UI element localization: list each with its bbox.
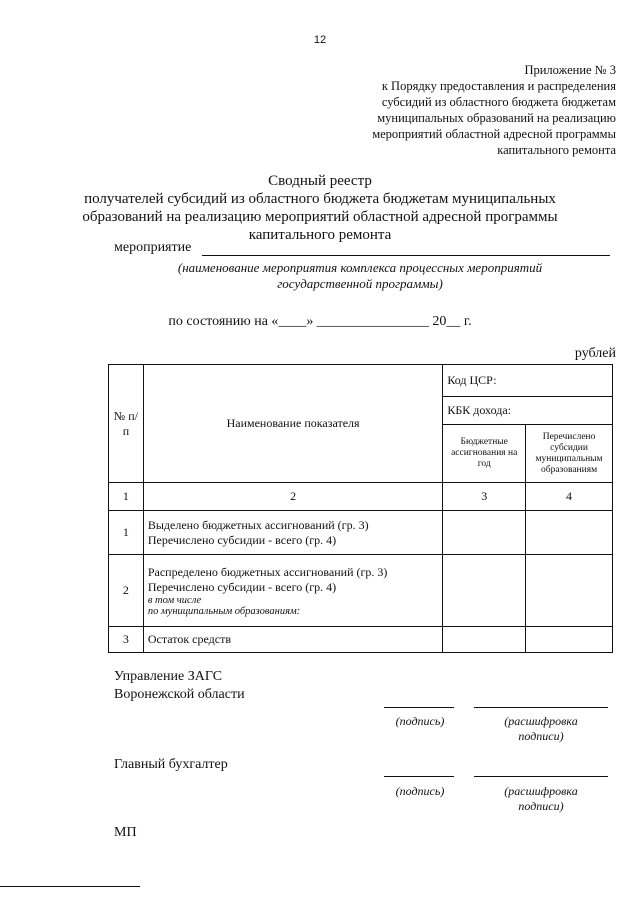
organization-line: Управление ЗАГС: [114, 669, 223, 684]
value-cell: [443, 511, 526, 555]
row-label-line: Выделено бюджетных ассигнований (гр. 3): [147, 517, 369, 532]
signature-label: (подпись): [395, 714, 445, 728]
appendix-line: к Порядку предоставления и распределения: [381, 79, 616, 93]
table-header-row: [109, 365, 613, 397]
decode-line: [474, 776, 608, 777]
row-label: Остаток средств: [143, 627, 443, 653]
footnote-divider: [0, 886, 140, 887]
table-row: [109, 627, 613, 653]
decode-label-line: подписи): [518, 729, 564, 743]
chief-accountant-title: Главный бухгалтер: [114, 757, 228, 772]
value-cell: [526, 555, 613, 627]
col-number: 4: [526, 483, 613, 511]
appendix-line: субсидий из областного бюджета бюджетам: [381, 95, 616, 109]
signature-line: [384, 776, 454, 777]
event-label: мероприятие: [114, 240, 192, 255]
table-row: [109, 511, 613, 555]
value-cell: [443, 555, 526, 627]
value-cell: [443, 627, 526, 653]
title-line: образований на реализацию мероприятий областной адресной программы: [82, 209, 558, 225]
currency-unit: рублей: [574, 346, 616, 361]
appendix-line: мероприятий областной адресной программы: [372, 127, 616, 141]
value-cell: [526, 627, 613, 653]
stamp-place: МП: [114, 825, 137, 840]
col3-header: Бюджетные ассигнования на год: [443, 425, 526, 483]
name-header: Наименование показателя: [143, 365, 443, 483]
kbk-cell: КБК дохода:: [443, 397, 613, 425]
organization-line: Воронежской области: [114, 687, 245, 702]
registry-table: [108, 364, 613, 653]
page-number: 12: [313, 34, 327, 46]
table-row: [109, 555, 613, 627]
row-label: [143, 555, 443, 627]
num-header: № п/п: [109, 365, 144, 483]
col-number-row: [109, 483, 613, 511]
appendix-line: капитального ремонта: [497, 143, 616, 157]
title-line: получателей субсидий из областного бюджета бюджетам муниципальных: [84, 191, 556, 207]
appendix-header: [286, 62, 616, 158]
event-hint-line: (наименование мероприятия комплекса процессных мероприятий: [177, 260, 543, 275]
row-number: 3: [109, 627, 144, 653]
decode-label-line: (расшифровка: [504, 714, 578, 728]
appendix-line: муниципальных образований на реализацию: [377, 111, 616, 125]
appendix-line: Приложение № 3: [524, 63, 616, 77]
row-number: 2: [109, 555, 144, 627]
csr-code-cell: Код ЦСР:: [443, 365, 613, 397]
signature-label: (подпись): [395, 784, 445, 798]
event-hint-line: государственной программы): [277, 276, 443, 291]
col-number: 2: [143, 483, 443, 511]
col-number: 1: [109, 483, 144, 511]
row-number: 1: [109, 511, 144, 555]
document-title: [80, 172, 560, 244]
row-label-line: Распределено бюджетных ассигнований (гр. 3): [147, 564, 388, 579]
title-line: Сводный реестр: [268, 173, 372, 189]
decode-line: [474, 707, 608, 708]
col-number: 3: [443, 483, 526, 511]
row-note-line: в том числе: [147, 594, 202, 606]
value-cell: [526, 511, 613, 555]
row-label: [143, 511, 443, 555]
title-line: капитального ремонта: [248, 227, 392, 243]
decode-label-line: подписи): [518, 799, 564, 813]
event-field: [114, 240, 610, 258]
row-label-line: Перечислено субсидии - всего (гр. 4): [147, 532, 337, 547]
organization-name: [114, 668, 245, 704]
signature-line: [384, 707, 454, 708]
decode-label: [474, 784, 608, 814]
as-of-date: по состоянию на «____» ________________ 20__ г.: [168, 314, 472, 329]
row-note-line: по муниципальным образованиям:: [147, 605, 301, 617]
event-hint: [150, 260, 570, 292]
row-label-line: Перечислено субсидии - всего (гр. 4): [147, 579, 337, 594]
decode-label-line: (расшифровка: [504, 784, 578, 798]
col4-header: Перечислено субсидии муниципальным образованиям: [526, 425, 613, 483]
decode-label: [474, 714, 608, 744]
event-fill-line: [202, 255, 610, 256]
